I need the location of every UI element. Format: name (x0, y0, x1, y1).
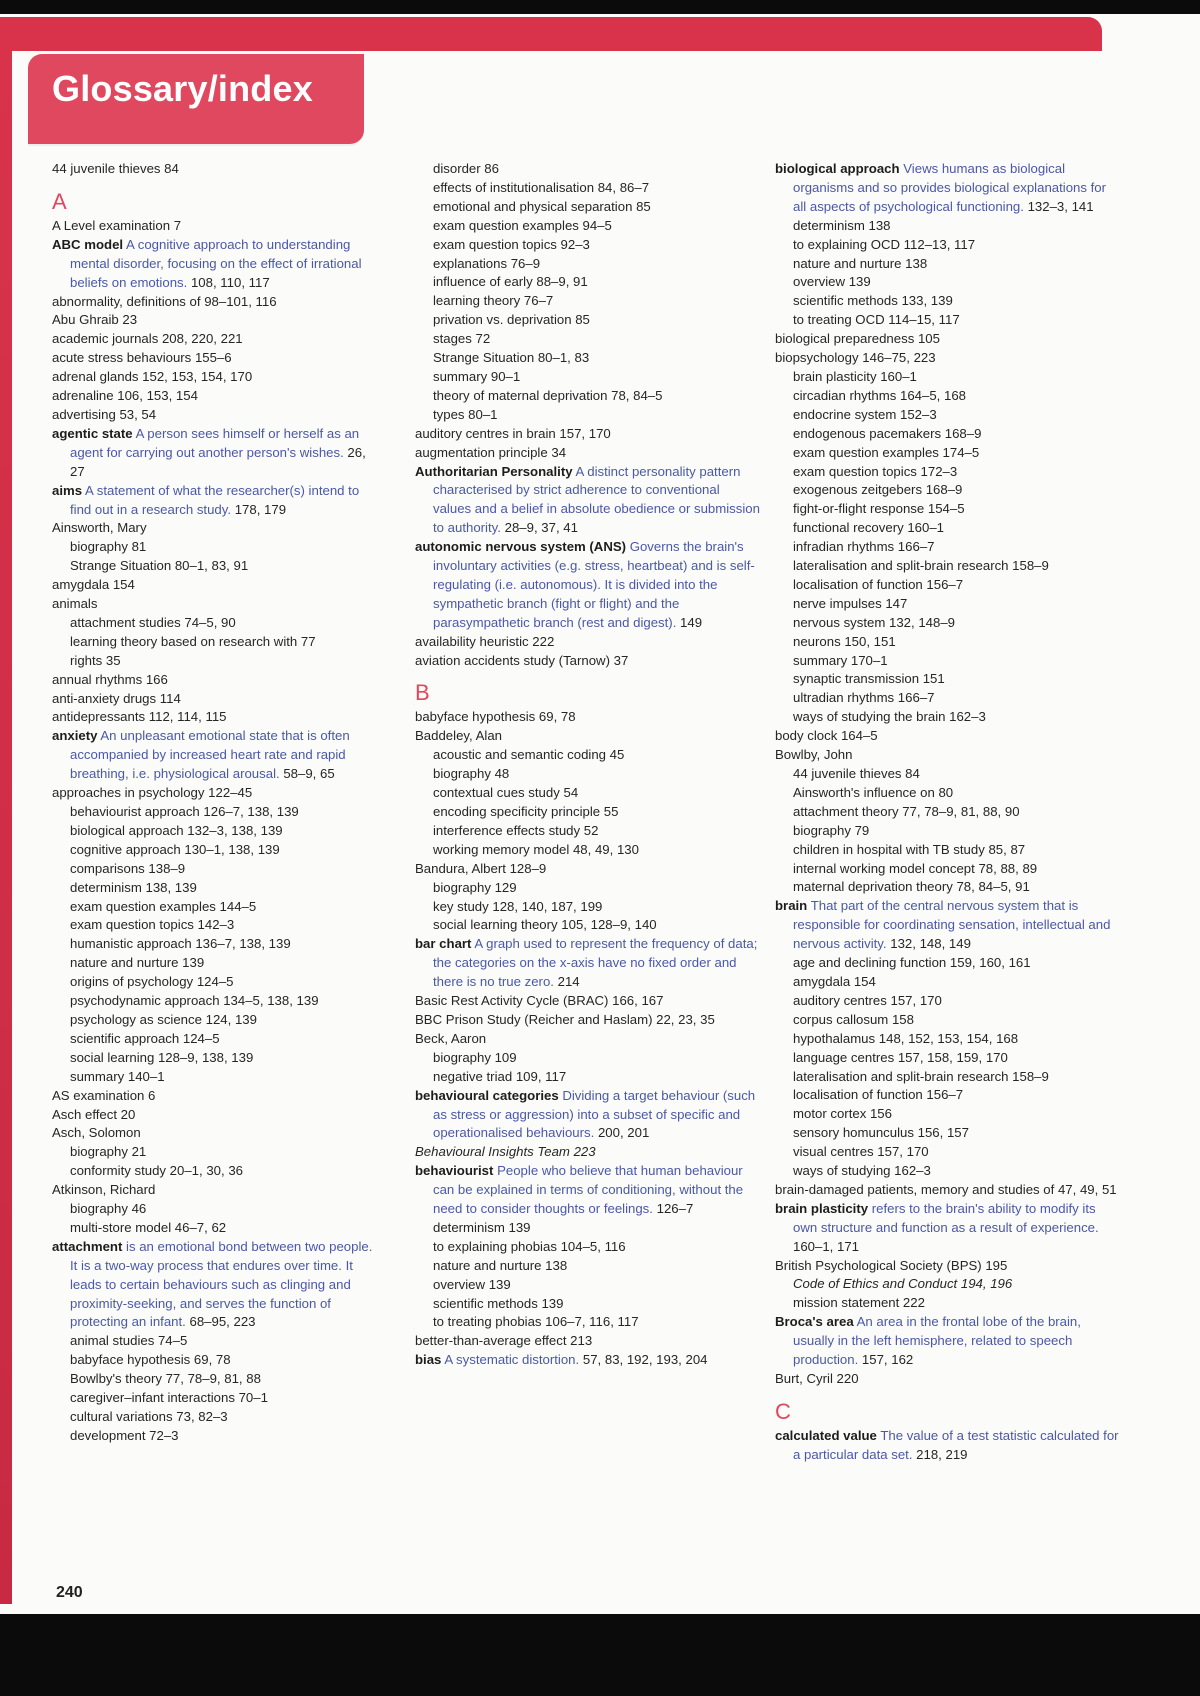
index-entry: Ainsworth, Mary (52, 520, 147, 536)
index-entry: Behavioural Insights Team 223 (415, 1144, 596, 1160)
index-subentry: social learning theory 105, 128–9, 140 (433, 917, 657, 933)
index-subentry: to treating phobias 106–7, 116, 117 (433, 1314, 639, 1330)
page-references: 132, 148, 149 (890, 936, 971, 952)
index-entry: auditory centres in brain 157, 170 (415, 425, 611, 441)
index-subentry: neurons 150, 151 (793, 633, 896, 649)
index-entry: acute stress behaviours 155–6 (52, 350, 232, 366)
glossary-definition: A systematic distortion. (444, 1352, 580, 1368)
index-entry: better-than-average effect 213 (415, 1333, 593, 1349)
index-subentry: babyface hypothesis 69, 78 (70, 1352, 231, 1368)
index-entry: aviation accidents study (Tarnow) 37 (415, 652, 629, 668)
index-subentry: scientific methods 139 (433, 1295, 564, 1311)
index-subentry: to treating OCD 114–15, 117 (793, 312, 960, 328)
index-subentry: 44 juvenile thieves 84 (793, 766, 920, 781)
index-entry: BBC Prison Study (Reicher and Haslam) 22, 23, 35 (415, 1011, 715, 1027)
index-entry: academic journals 208, 220, 221 (52, 331, 243, 347)
index-subentry: biography 79 (793, 822, 870, 838)
glossary-entry (52, 1238, 382, 1333)
index-entry: biological preparedness 105 (775, 331, 940, 347)
index-subentry: summary 140–1 (70, 1068, 165, 1084)
index-entry: anti-anxiety drugs 114 (52, 690, 181, 706)
index-subentry: caregiver–infant interactions 70–1 (70, 1390, 268, 1406)
index-subentry: language centres 157, 158, 159, 170 (793, 1049, 1008, 1065)
index-subentry: mission statement 222 (793, 1295, 925, 1311)
glossary-definition: is an emotional bond between two people. It is a two-way process that endures over time. It leads to certain behaviours such as clinging and proximity-seeking, and serves the function of protecting an infant. (70, 1238, 373, 1330)
page-references: 157, 162 (861, 1352, 914, 1368)
glossary-term: brain plasticity (775, 1200, 869, 1216)
glossary-entry (52, 727, 382, 784)
index-entry: augmentation principle 34 (415, 444, 567, 460)
index-subentry: children in hospital with TB study 85, 87 (793, 841, 1026, 857)
index-subentry: internal working model concept 78, 88, 89 (793, 860, 1038, 876)
index-entry: Beck, Aaron (415, 1030, 487, 1046)
index-entry: adrenal glands 152, 153, 154, 170 (52, 369, 253, 385)
glossary-entry (775, 1427, 1120, 1465)
glossary-term: autonomic nervous system (ANS) (415, 539, 627, 555)
index-subentry: disorder 86 (433, 161, 499, 176)
index-subentry: Code of Ethics and Conduct 194, 196 (793, 1276, 1013, 1292)
index-subentry: psychology as science 124, 139 (70, 1011, 257, 1027)
index-subentry: exam question topics 172–3 (793, 463, 958, 479)
glossary-definition: That part of the central nervous system that is responsible for coordinating sensation, intellectual and nervous activity. (793, 898, 1111, 952)
index-entry: approaches in psychology 122–45 (52, 785, 253, 801)
glossary-definition: Dividing a target behaviour (such as stress or aggression) into a subset of specific and operationalised behaviours. (433, 1087, 756, 1141)
index-subentry: biography 109 (433, 1049, 517, 1065)
index-subentry: overview 139 (793, 274, 871, 290)
section-letter: A (52, 188, 67, 214)
index-subentry: theory of maternal deprivation 78, 84–5 (433, 387, 663, 403)
index-subentry: nervous system 132, 148–9 (793, 614, 956, 630)
index-subentry: scientific methods 133, 139 (793, 293, 953, 309)
index-subentry: privation vs. deprivation 85 (433, 312, 590, 328)
index-subentry: attachment theory 77, 78–9, 81, 88, 90 (793, 803, 1020, 819)
index-subentry: origins of psychology 124–5 (70, 974, 234, 990)
index-subentry: hypothalamus 148, 152, 153, 154, 168 (793, 1030, 1019, 1046)
index-subentry: exogenous zeitgebers 168–9 (793, 482, 963, 498)
page-references: 200, 201 (597, 1125, 650, 1141)
glossary-term: bias (415, 1352, 442, 1368)
glossary-entry (415, 935, 760, 992)
page-references: 149 (680, 614, 703, 630)
index-subentry: Strange Situation 80–1, 83 (433, 350, 590, 366)
glossary-entry (415, 538, 760, 633)
page-title: Glossary/index (52, 68, 313, 109)
glossary-entry (775, 160, 1120, 217)
scan-top-edge (0, 0, 1200, 14)
index-entry: Abu Ghraib 23 (52, 312, 138, 328)
index-subentry: effects of institutionalisation 84, 86–7 (433, 179, 650, 195)
glossary-term: behaviourist (415, 1163, 494, 1179)
index-subentry: encoding specificity principle 55 (433, 804, 619, 819)
index-subentry: circadian rhythms 164–5, 168 (793, 387, 967, 403)
glossary-definition: Governs the brain's involuntary activities (e.g. stress, heartbeat) and is self-regulating (i.e. autonomous). It is divided into the sympathetic branch (fight or flight) and the parasympathetic branch (rest and digest). (433, 539, 755, 630)
index-entry: brain-damaged patients, memory and studies of 47, 49, 51 (775, 1181, 1117, 1197)
glossary-term: attachment (52, 1238, 123, 1254)
index-subentry: types 80–1 (433, 406, 498, 422)
index-entry: British Psychological Society (BPS) 195 (775, 1257, 1008, 1273)
title-tab (28, 54, 364, 144)
index-subentry: learning theory 76–7 (433, 293, 554, 309)
glossary-definition: An area in the frontal lobe of the brain, usually in the left hemisphere, related to speech production. (793, 1314, 1081, 1368)
index-subentry: exam question topics 92–3 (433, 236, 590, 252)
glossary-definition: The value of a test statistic calculated for a particular data set. (793, 1427, 1119, 1462)
index-entry: Atkinson, Richard (52, 1182, 156, 1198)
index-subentry: learning theory based on research with 77 (70, 633, 316, 649)
glossary-term: biological approach (775, 161, 900, 176)
glossary-definition: A distinct personality pattern characterised by strict adherence to conventional values and a belief in absolute obedience or submission to authority. (433, 463, 760, 536)
index-subentry: overview 139 (433, 1276, 511, 1292)
page-references: 26, 27 (70, 444, 366, 479)
index-subentry: biography 21 (70, 1144, 147, 1160)
index-subentry: localisation of function 156–7 (793, 1087, 964, 1103)
glossary-entry (52, 425, 382, 482)
glossary-entry (415, 1351, 760, 1370)
index-subentry: fight-or-flight response 154–5 (793, 501, 965, 517)
index-subentry: biography 129 (433, 879, 517, 895)
index-subentry: functional recovery 160–1 (793, 520, 945, 536)
index-subentry: attachment studies 74–5, 90 (70, 614, 236, 630)
index-subentry: cognitive approach 130–1, 138, 139 (70, 841, 280, 857)
index-entry: annual rhythms 166 (52, 671, 168, 687)
index-subentry: synaptic transmission 151 (793, 671, 945, 687)
index-subentry: comparisons 138–9 (70, 860, 186, 876)
glossary-term: anxiety (52, 728, 98, 744)
index-entry: biopsychology 146–75, 223 (775, 350, 936, 366)
index-subentry: biography 81 (70, 539, 147, 555)
index-entry: abnormality, definitions of 98–101, 116 (52, 293, 277, 309)
index-subentry: exam question examples 174–5 (793, 444, 980, 460)
index-subentry: conformity study 20–1, 30, 36 (70, 1163, 244, 1179)
index-entry: adrenaline 106, 153, 154 (52, 388, 198, 404)
page-references: 58–9, 65 (283, 766, 335, 782)
index-entry: A Level examination 7 (52, 217, 182, 233)
page-references: 108, 110, 117 (190, 274, 270, 290)
index-subentry: ways of studying the brain 162–3 (793, 709, 986, 725)
index-subentry: influence of early 88–9, 91 (433, 274, 588, 290)
index-subentry: contextual cues study 54 (433, 785, 579, 801)
index-subentry: visual centres 157, 170 (793, 1144, 929, 1160)
index-subentry: working memory model 48, 49, 130 (433, 841, 639, 857)
index-entry: availability heuristic 222 (415, 633, 555, 649)
index-entry: body clock 164–5 (775, 728, 878, 744)
glossary-entry (52, 236, 382, 293)
index-subentry: age and declining function 159, 160, 161 (793, 955, 1031, 971)
index-subentry: negative triad 109, 117 (433, 1068, 567, 1084)
index-subentry: endogenous pacemakers 168–9 (793, 425, 982, 441)
glossary-entry (415, 1162, 760, 1219)
index-entry: amygdala 154 (52, 577, 135, 593)
index-subentry: Bowlby's theory 77, 78–9, 81, 88 (70, 1371, 261, 1387)
index-entry: antidepressants 112, 114, 115 (52, 709, 227, 725)
index-entry: Bowlby, John (775, 747, 853, 763)
index-column-3 (775, 160, 1120, 1465)
glossary-entry (415, 463, 760, 539)
index-subentry: psychodynamic approach 134–5, 138, 139 (70, 993, 319, 1009)
glossary-definition: A cognitive approach to understanding mental disorder, focusing on the effect of irrational beliefs on emotions. (70, 236, 362, 290)
section-letter: B (415, 680, 430, 706)
index-subentry: determinism 138 (793, 217, 891, 233)
page-references: 218, 219 (916, 1446, 968, 1462)
index-subentry: social learning 128–9, 138, 139 (70, 1049, 254, 1065)
index-subentry: summary 170–1 (793, 652, 888, 668)
index-subentry: Strange Situation 80–1, 83, 91 (70, 558, 249, 574)
page-references: 214 (557, 974, 580, 990)
index-subentry: stages 72 (433, 331, 491, 347)
header-band (0, 17, 1102, 51)
glossary-definition: An unpleasant emotional state that is often accompanied by increased heart rate and rapid breathing, i.e. physiological arousal. (70, 728, 350, 782)
index-subentry: emotional and physical separation 85 (433, 198, 651, 214)
index-subentry: motor cortex 156 (793, 1106, 892, 1122)
index-entry: Asch, Solomon (52, 1125, 141, 1141)
index-subentry: interference effects study 52 (433, 822, 599, 838)
index-entry: Baddeley, Alan (415, 728, 503, 744)
glossary-term: Authoritarian Personality (415, 463, 573, 479)
index-entry: babyface hypothesis 69, 78 (415, 709, 576, 725)
glossary-entry (52, 482, 382, 520)
index-subentry: exam question topics 142–3 (70, 917, 235, 933)
index-entry: Asch effect 20 (52, 1106, 136, 1122)
index-entry: 44 juvenile thieves 84 (52, 161, 179, 176)
index-subentry: humanistic approach 136–7, 138, 139 (70, 936, 291, 952)
index-subentry: biography 46 (70, 1201, 147, 1217)
index-subentry: to explaining phobias 104–5, 116 (433, 1238, 626, 1254)
index-entry: advertising 53, 54 (52, 406, 157, 422)
glossary-entry (775, 1200, 1120, 1257)
index-subentry: biography 48 (433, 766, 510, 782)
left-edge-stripe (0, 44, 12, 1604)
page-references: 28–9, 37, 41 (504, 520, 578, 536)
index-subentry: key study 128, 140, 187, 199 (433, 898, 603, 914)
index-subentry: determinism 138, 139 (70, 879, 197, 895)
glossary-definition: A statement of what the researcher(s) intend to find out in a research study. (70, 482, 360, 517)
index-subentry: explanations 76–9 (433, 255, 541, 271)
glossary-term: brain (775, 898, 808, 914)
glossary-definition: A person sees himself or herself as an agent for carrying out another person's wishes. (70, 425, 360, 460)
glossary-term: aims (52, 482, 83, 498)
page-references: 57, 83, 192, 193, 204 (582, 1352, 708, 1368)
index-column-2 (415, 160, 760, 1370)
glossary-definition: Views humans as biological organisms and so provides biological explanations for all aspects of psychological functioning. (793, 161, 1107, 214)
index-subentry: endocrine system 152–3 (793, 406, 937, 422)
index-subentry: amygdala 154 (793, 973, 876, 989)
index-subentry: corpus callosum 158 (793, 1011, 914, 1027)
glossary-definition: refers to the brain's ability to modify its own structure and function as a result of experience. (793, 1200, 1099, 1235)
index-subentry: exam question examples 144–5 (70, 898, 257, 914)
index-subentry: behaviourist approach 126–7, 138, 139 (70, 804, 299, 819)
glossary-term: agentic state (52, 425, 133, 441)
page-references: 160–1, 171 (793, 1238, 860, 1254)
index-subentry: ultradian rhythms 166–7 (793, 690, 935, 706)
page-references: 178, 179 (234, 501, 287, 517)
index-subentry: rights 35 (70, 652, 121, 668)
index-subentry: nature and nurture 138 (433, 1257, 568, 1273)
index-subentry: development 72–3 (70, 1427, 179, 1443)
glossary-term: Broca's area (775, 1314, 854, 1330)
glossary-entry (775, 1313, 1120, 1370)
index-subentry: lateralisation and split-brain research 158–9 (793, 558, 1049, 574)
index-subentry: multi-store model 46–7, 62 (70, 1219, 227, 1235)
glossary-term: behavioural categories (415, 1087, 559, 1103)
index-subentry: summary 90–1 (433, 368, 521, 384)
index-subentry: cultural variations 73, 82–3 (70, 1409, 228, 1424)
index-entry: animals (52, 596, 98, 612)
index-subentry: sensory homunculus 156, 157 (793, 1125, 969, 1141)
glossary-entry (775, 897, 1120, 954)
index-subentry: Ainsworth's influence on 80 (793, 784, 954, 800)
index-subentry: determinism 139 (433, 1219, 531, 1235)
index-subentry: localisation of function 156–7 (793, 576, 964, 592)
index-subentry: auditory centres 157, 170 (793, 992, 942, 1008)
glossary-definition: A graph used to represent the frequency of data; the categories on the x-axis have no fixed order and there is no true zero. (433, 936, 758, 990)
index-subentry: nature and nurture 138 (793, 255, 928, 271)
page-references: 68–95, 223 (189, 1314, 256, 1330)
index-entry: Bandura, Albert 128–9 (415, 860, 547, 876)
book-page (0, 14, 1200, 1614)
glossary-term: bar chart (415, 936, 472, 952)
index-subentry: acoustic and semantic coding 45 (433, 747, 625, 763)
index-subentry: infradian rhythms 166–7 (793, 539, 935, 555)
glossary-term: ABC model (52, 236, 124, 252)
index-column-1 (52, 160, 382, 1446)
index-entry: AS examination 6 (52, 1087, 156, 1103)
index-subentry: animal studies 74–5 (70, 1333, 188, 1349)
glossary-definition: People who believe that human behaviour can be explained in terms of conditioning, without the need to consider thoughts or feelings. (433, 1163, 744, 1217)
page-references: 132–3, 141 (1027, 198, 1094, 214)
index-subentry: to explaining OCD 112–13, 117 (793, 236, 976, 252)
index-subentry: lateralisation and split-brain research 158–9 (793, 1068, 1049, 1084)
index-subentry: scientific approach 124–5 (70, 1030, 220, 1046)
index-subentry: brain plasticity 160–1 (793, 368, 917, 384)
index-subentry: nature and nurture 139 (70, 955, 205, 971)
scan-bottom-edge (0, 1614, 1200, 1696)
page-references: 126–7 (656, 1201, 694, 1217)
index-subentry: ways of studying 162–3 (793, 1163, 931, 1179)
index-entry: Basic Rest Activity Cycle (BRAC) 166, 167 (415, 993, 664, 1009)
glossary-term: calculated value (775, 1427, 877, 1443)
index-subentry: maternal deprivation theory 78, 84–5, 91 (793, 879, 1030, 895)
index-subentry: nerve impulses 147 (793, 595, 908, 611)
index-subentry: exam question examples 94–5 (433, 217, 612, 233)
page-number: 240 (56, 1584, 83, 1601)
index-subentry: biological approach 132–3, 138, 139 (70, 822, 283, 838)
index-entry: Burt, Cyril 220 (775, 1371, 859, 1386)
glossary-entry (415, 1087, 760, 1144)
section-letter: C (775, 1398, 791, 1424)
